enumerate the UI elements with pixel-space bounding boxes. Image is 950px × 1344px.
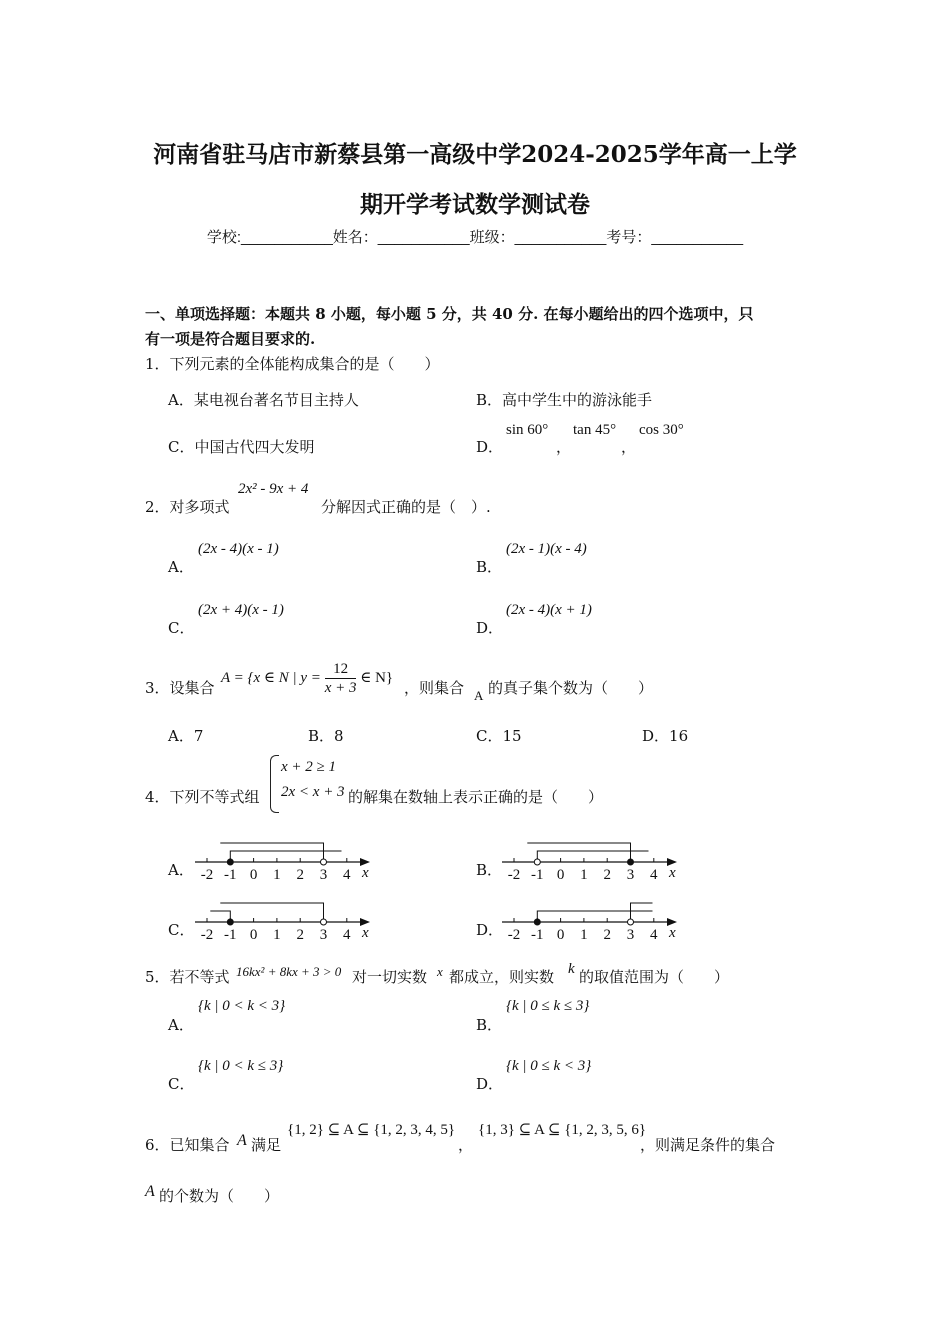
page-title-line2: 期开学考试数学测试卷 <box>360 191 590 218</box>
q5-option-d: {k | 0 ≤ k < 3} <box>506 1058 592 1074</box>
q5-stem-post: 的取值范围为（ ） <box>579 968 730 986</box>
q2-option-a: (2x - 4)(x - 1) <box>198 541 279 557</box>
q5-var-k: k <box>568 961 575 977</box>
q6-stem-line2: 的个数为（ ） <box>159 1187 280 1205</box>
q5-option-b-label: B． <box>476 1016 503 1034</box>
solution-bracket-left <box>537 911 652 922</box>
left-endpoint-dot <box>227 919 233 925</box>
q2-option-c: (2x + 4)(x - 1) <box>198 602 284 618</box>
q1-stem: 1．下列元素的全体能构成集合的是（ ） <box>145 355 440 373</box>
q4-stem-pre: 4．下列不等式组 <box>145 788 260 806</box>
q3-option-c: C．15 <box>476 727 522 745</box>
q3-set-expression <box>221 660 393 697</box>
q4-option-c-label: C． <box>168 921 195 939</box>
q1-option-d-tan: tan 45° <box>573 422 617 438</box>
q4-inequality-1: x + 2 ≥ 1 <box>281 759 337 775</box>
q4-option-a-label: A． <box>168 861 194 879</box>
q3-option-a: A．7 <box>168 727 204 745</box>
tick-label: 3 <box>319 867 328 883</box>
q2-option-a-label: A． <box>168 558 194 576</box>
q5-option-c: {k | 0 < k ≤ 3} <box>198 1058 284 1074</box>
q4-number-line-b <box>497 835 687 890</box>
q3-option-b: B．8 <box>308 727 344 745</box>
q1-option-d-label: D． <box>476 438 504 456</box>
solution-bracket-right <box>527 843 630 862</box>
q3-set-left: A = {x ∈ N | y = <box>221 669 321 686</box>
axis-variable-label: x <box>669 925 676 941</box>
q1-option-a: A．某电视台著名节目主持人 <box>168 391 359 409</box>
tick-label: 4 <box>343 927 351 943</box>
q4-number-line-d <box>497 895 687 950</box>
tick-label: -2 <box>507 867 521 883</box>
tick-label: -1 <box>224 927 237 943</box>
tick-label: 1 <box>580 927 588 943</box>
q1-option-c: C．中国古代四大发明 <box>168 438 315 456</box>
q5-stem-mid: 对一切实数 <box>352 968 428 986</box>
q3-fraction <box>325 660 357 697</box>
tick-label: -2 <box>507 927 521 943</box>
q3-fraction-numerator: 12 <box>325 660 357 679</box>
q4-number-line-c <box>190 895 380 950</box>
right-endpoint-dot <box>628 859 634 865</box>
left-endpoint-dot <box>534 859 540 865</box>
q3-set-name: A <box>474 688 484 703</box>
tick-label: 1 <box>273 867 281 883</box>
section1-heading-line2: 有一项是符合题目要求的. <box>145 330 316 348</box>
student-info-line: 学校:___________姓名：___________班级：___________考号：___________ <box>206 229 744 246</box>
right-endpoint-dot <box>321 919 327 925</box>
q4-stem-post: 的解集在数轴上表示正确的是（ ） <box>348 788 604 806</box>
tick-label: 0 <box>249 867 258 883</box>
q2-option-d-label: D． <box>476 619 504 637</box>
tick-label: 0 <box>249 927 258 943</box>
right-endpoint-dot <box>321 859 327 865</box>
q4-option-d-label: D． <box>476 921 504 939</box>
q6-stem-post: ，则满足条件的集合 <box>640 1136 776 1154</box>
q3-stem-post: 的真子集个数为（ ） <box>488 679 654 697</box>
q3-fraction-denominator: x + 3 <box>324 680 357 696</box>
q2-polynomial: 2x² - 9x + 4 <box>238 481 309 497</box>
right-endpoint-dot <box>628 919 634 925</box>
solution-bracket-right <box>220 903 323 922</box>
q1-option-b: B．高中学生中的游泳能手 <box>476 391 653 409</box>
q5-option-c-label: C． <box>168 1075 195 1093</box>
solution-bracket-right <box>631 903 653 922</box>
q5-stem-mid2: 都成立，则实数 <box>449 968 555 986</box>
q2-option-d: (2x - 4)(x + 1) <box>506 602 592 618</box>
tick-label: 2 <box>296 867 304 883</box>
page-title-line1: 河南省驻马店市新蔡县第一高级中学2024-2025学年高一上学 <box>153 141 797 168</box>
tick-label: -1 <box>224 867 237 883</box>
q5-option-b: {k | 0 ≤ k ≤ 3} <box>506 998 590 1014</box>
q4-system-brace <box>270 755 279 813</box>
q5-option-a: {k | 0 < k < 3} <box>198 998 286 1014</box>
q1-option-d-cos: cos 30° <box>639 422 684 438</box>
axis-variable-label: x <box>669 865 676 881</box>
q1-option-d-sin: sin 60° <box>506 422 549 438</box>
left-endpoint-dot <box>227 859 233 865</box>
solution-bracket-right <box>220 843 323 862</box>
tick-label: 4 <box>650 927 658 943</box>
tick-label: 4 <box>343 867 351 883</box>
tick-label: 3 <box>626 927 635 943</box>
tick-label: 3 <box>319 927 328 943</box>
tick-label: 2 <box>603 867 611 883</box>
tick-label: -1 <box>531 867 544 883</box>
q6-var-a: A <box>237 1132 247 1149</box>
q4-number-line-a <box>190 835 380 890</box>
q5-inequality: 16kx² + 8kx + 3 > 0 <box>236 964 342 979</box>
section1-heading-line1: 一、单项选择题：本题共 8 小题，每小题 5 分，共 40 分. 在每小题给出的四个选项中，只 <box>145 305 754 323</box>
tick-label: -2 <box>200 867 214 883</box>
tick-label: 0 <box>556 927 565 943</box>
q2-stem-post: 分解因式正确的是（ ）. <box>321 498 491 516</box>
axis-variable-label: x <box>362 925 369 941</box>
q2-option-b-label: B． <box>476 558 503 576</box>
tick-label: 3 <box>626 867 635 883</box>
q4-option-b-label: B． <box>476 861 503 879</box>
tick-label: 2 <box>603 927 611 943</box>
tick-label: 1 <box>580 867 588 883</box>
q3-option-d: D．16 <box>642 727 689 745</box>
q6-relation-2: {1, 3} ⊆ A ⊆ {1, 2, 3, 5, 6} <box>478 1122 647 1138</box>
tick-label: 4 <box>650 867 658 883</box>
q3-stem-pre: 3．设集合 <box>145 679 215 697</box>
q3-stem-mid: ，则集合 <box>404 679 465 697</box>
tick-label: 1 <box>273 927 281 943</box>
q6-stem-mid: 满足 <box>251 1136 282 1154</box>
q3-set-right: ∈ N} <box>360 669 394 686</box>
tick-label: 2 <box>296 927 304 943</box>
q6-separator: ， <box>458 1136 474 1154</box>
q2-option-c-label: C． <box>168 619 195 637</box>
tick-label: -2 <box>200 927 214 943</box>
tick-label: 0 <box>556 867 565 883</box>
left-endpoint-dot <box>534 919 540 925</box>
q1-option-d-comma2: ， <box>621 438 637 456</box>
q4-inequality-2: 2x < x + 3 <box>281 784 345 800</box>
q6-stem-pre: 6．已知集合 <box>145 1136 230 1154</box>
tick-label: -1 <box>531 927 544 943</box>
q5-var-x: x <box>437 964 443 979</box>
q5-option-d-label: D． <box>476 1075 504 1093</box>
axis-variable-label: x <box>362 865 369 881</box>
q6-relation-1: {1, 2} ⊆ A ⊆ {1, 2, 3, 4, 5} <box>287 1122 456 1138</box>
q2-option-b: (2x - 1)(x - 4) <box>506 541 587 557</box>
q6-line2-var-a: A <box>145 1183 155 1200</box>
q5-stem-pre: 5．若不等式 <box>145 968 230 986</box>
q1-option-d-comma1: ， <box>556 438 572 456</box>
q2-stem-pre: 2．对多项式 <box>145 498 230 516</box>
q5-option-a-label: A． <box>168 1016 194 1034</box>
